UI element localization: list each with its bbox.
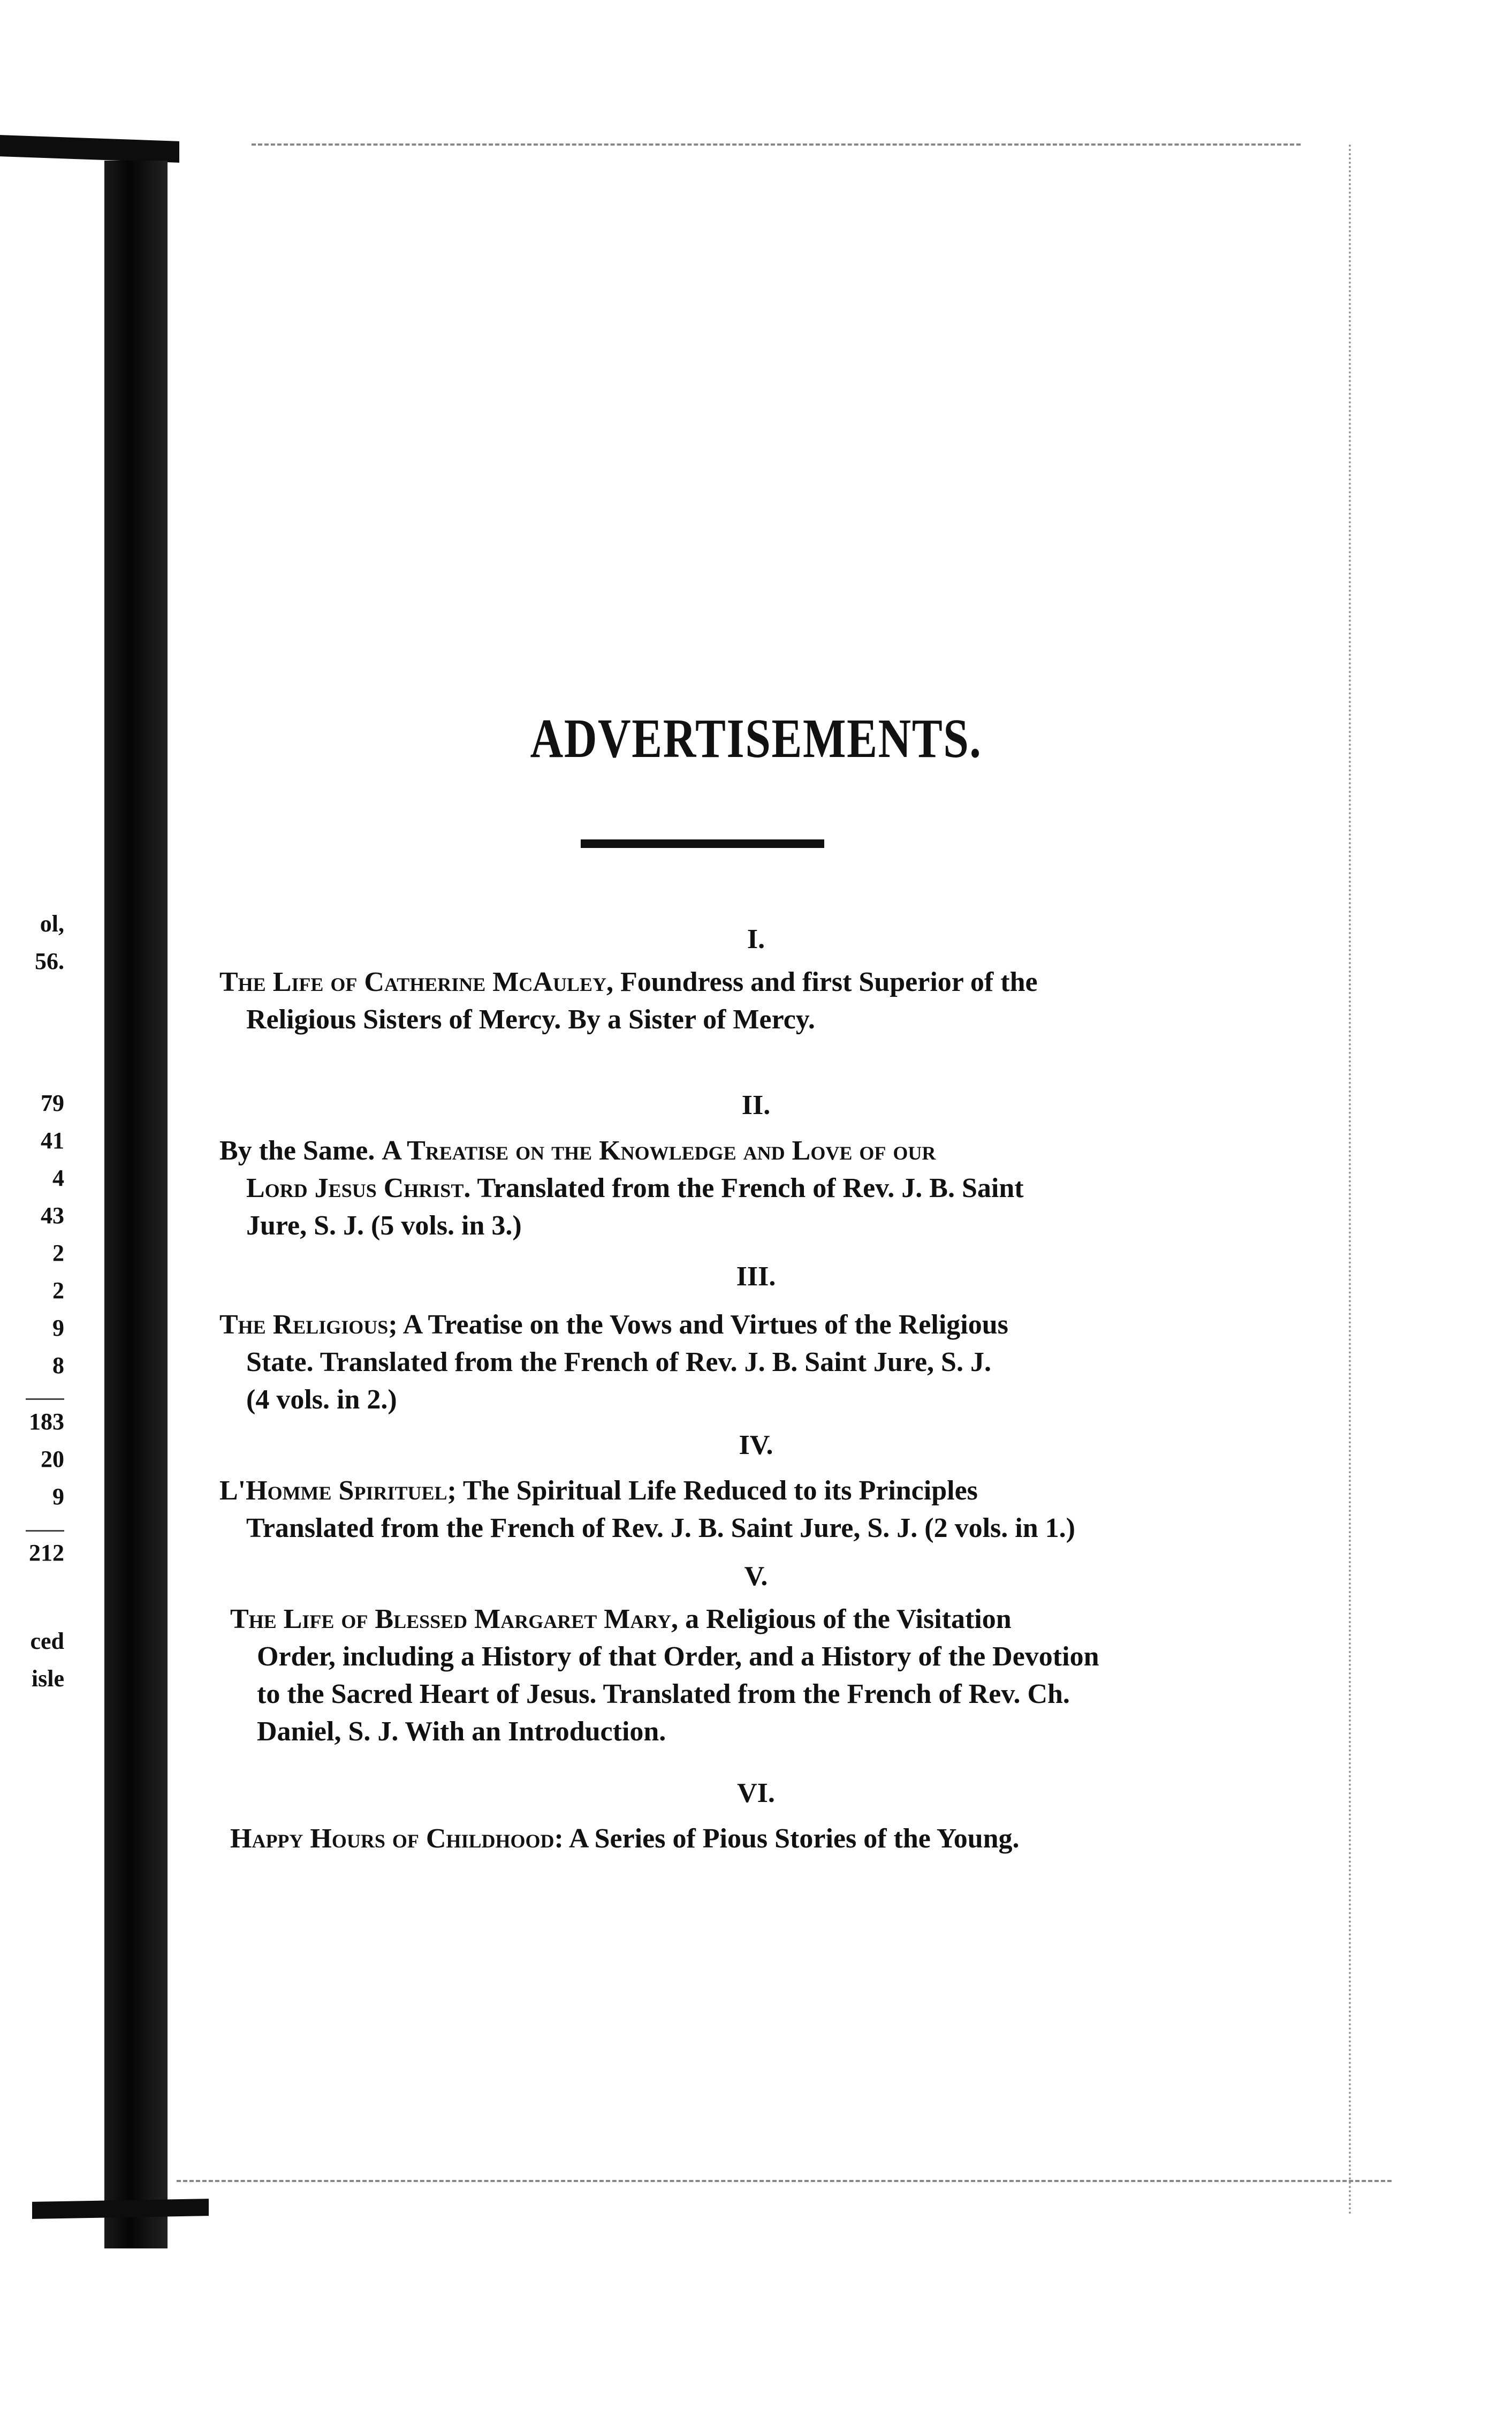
- margin-fragment: 2: [52, 1240, 64, 1266]
- margin-rule: [26, 1398, 64, 1400]
- entry-line: Religious Sisters of Mercy. By a Sister of Mercy.: [246, 1004, 815, 1035]
- margin-fragment: 79: [41, 1090, 64, 1116]
- entry-line: Jure, S. J. (5 vols. in 3.): [246, 1210, 522, 1241]
- entry-line: State. Translated from the French of Rev. J. B. Saint Jure, S. J.: [246, 1347, 991, 1377]
- entry-line: a Religious of the Visitation: [685, 1604, 1012, 1634]
- margin-fragment: 9: [52, 1315, 64, 1341]
- binding-gutter: [104, 161, 168, 2248]
- entry-title: A Treatise on the Knowledge and Love of our: [382, 1135, 936, 1166]
- entry-title-cont: Lord Jesus Christ.: [246, 1173, 471, 1203]
- margin-fragment: isle: [31, 1665, 64, 1692]
- entry-line: A Treatise on the Vows and Virtues of the Religious: [402, 1309, 1008, 1340]
- binding-edge-top: [0, 135, 179, 163]
- page-edge-right: [1349, 145, 1353, 2216]
- page-title: ADVERTISEMENTS.: [530, 708, 982, 769]
- entry-line: (4 vols. in 2.): [246, 1384, 397, 1415]
- margin-fragment: 212: [29, 1540, 64, 1566]
- entry-numeral: II.: [741, 1090, 771, 1120]
- binding-edge-bottom: [32, 2199, 209, 2219]
- entry-line: The Spiritual Life Reduced to its Principles: [462, 1475, 978, 1506]
- margin-fragment: 183: [29, 1408, 64, 1435]
- entry-numeral: I.: [747, 924, 765, 955]
- entry-5: [230, 1601, 1204, 1751]
- page-edge-bottom: [177, 2180, 1392, 2182]
- entry-title: L'Homme Spirituel;: [219, 1475, 457, 1506]
- entry-line: to the Sacred Heart of Jesus. Translated from the French of Rev. Ch.: [257, 1679, 1070, 1709]
- entry-title: Happy Hours of Childhood:: [230, 1823, 564, 1854]
- page-edge-top: [252, 143, 1301, 146]
- entry-1: [219, 964, 1172, 1039]
- entry-line: Order, including a History of that Order, and a History of the Devotion: [257, 1641, 1099, 1672]
- margin-fragment: 2: [52, 1277, 64, 1304]
- entry-line: A Series of Pious Stories of the Young.: [568, 1823, 1020, 1854]
- entry-line: Daniel, S. J. With an Introduction.: [257, 1716, 666, 1747]
- margin-fragment: 43: [41, 1202, 64, 1229]
- entry-title: The Religious;: [219, 1309, 398, 1340]
- entry-2: [219, 1132, 1172, 1245]
- entry-line: Translated from the French of Rev. J. B. Saint: [477, 1173, 1024, 1203]
- entry-numeral: IV.: [739, 1430, 773, 1460]
- entry-numeral: VI.: [737, 1778, 775, 1808]
- entry-prefix: By the Same.: [219, 1135, 375, 1166]
- margin-rule: [26, 1530, 64, 1532]
- entry-numeral: V.: [744, 1561, 768, 1592]
- entry-3: [219, 1306, 1172, 1419]
- title-rule: [581, 839, 824, 848]
- entry-6: [230, 1820, 1204, 1858]
- margin-fragment: ol,: [40, 911, 64, 937]
- margin-fragment: 56.: [35, 948, 64, 974]
- margin-fragment: 20: [41, 1446, 64, 1472]
- entry-title: The Life of Catherine McAuley,: [219, 967, 613, 997]
- margin-fragment: 9: [52, 1483, 64, 1510]
- entry-line: Foundress and first Superior of the: [620, 967, 1038, 997]
- entry-numeral: III.: [736, 1261, 776, 1292]
- entry-title: The Life of Blessed Margaret Mary,: [230, 1604, 679, 1634]
- margin-fragment: 41: [41, 1127, 64, 1154]
- margin-fragment: ced: [30, 1628, 64, 1654]
- entry-4: [219, 1472, 1194, 1547]
- entry-line: Translated from the French of Rev. J. B. Saint Jure, S. J. (2 vols. in 1.): [246, 1513, 1075, 1543]
- margin-fragment: 4: [52, 1165, 64, 1191]
- margin-fragment: 8: [52, 1352, 64, 1379]
